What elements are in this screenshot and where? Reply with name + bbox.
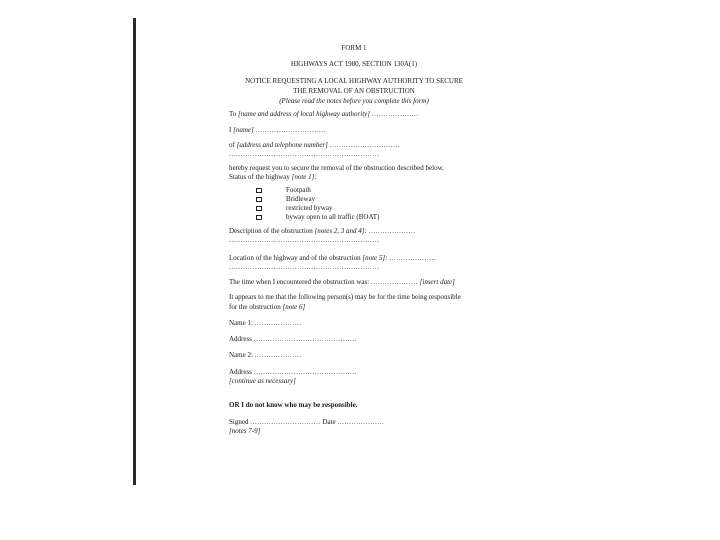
restricted-byway-checkbox[interactable] [256, 206, 262, 211]
name-1-label: Name 1: [229, 319, 253, 327]
bridleway-checkbox[interactable] [256, 197, 262, 202]
name-1-field [229, 320, 302, 327]
i-name-field [229, 127, 326, 134]
form-title-line-2: THE REMOVAL OF AN OBSTRUCTION [293, 87, 415, 95]
address-2-field [229, 369, 357, 376]
status-note: [note 1]: [291, 173, 317, 181]
form-instruction: (Please read the notes before you complete this form) [279, 97, 429, 105]
to-field [229, 111, 419, 118]
of-leader: .............................. [329, 141, 401, 149]
signed-field [229, 419, 384, 426]
name-2-label: Name 2: [229, 351, 253, 359]
responsible-line-1: It appears to me that the following person(s) may be for the time being responsible [229, 293, 461, 301]
address-2-label: Address [229, 368, 252, 376]
to-hint: [name and address of local highway authority] [238, 110, 371, 118]
footpath-label: Footpath [286, 186, 311, 194]
time-field [229, 279, 455, 286]
location-note: [note 5]: [362, 254, 388, 262]
address-2-leader: ............................................ [253, 368, 358, 376]
form-label: FORM 1 [341, 44, 367, 52]
location-field [229, 255, 436, 262]
signed-leader: .............................. [250, 418, 321, 426]
time-note: [insert date] [419, 278, 455, 286]
or-unknown-line: OR I do not know who may be responsible. [229, 401, 358, 409]
name-2-leader: .................... [254, 351, 302, 359]
form-title-line-1: NOTICE REQUESTING A LOCAL HIGHWAY AUTHORITY TO SECURE [245, 77, 463, 85]
address-1-field [229, 336, 357, 343]
restricted-byway-label: restricted byway [286, 204, 333, 212]
i-leader: .............................. [255, 126, 326, 134]
time-leader: .................... [370, 278, 418, 286]
description-leader: .................... [368, 227, 416, 235]
time-label: The time when I encountered the obstruction was: [229, 278, 370, 286]
description-label: Description of the obstruction [229, 227, 313, 235]
bridleway-label: Bridleway [286, 195, 316, 203]
status-line [229, 174, 317, 181]
location-leader: .................... [389, 254, 437, 262]
description-note: [notes 2, 3 and 4]: [314, 227, 367, 235]
act-reference: HIGHWAYS ACT 1980, SECTION 130A(1) [290, 60, 418, 68]
to-leader: .................... [371, 110, 419, 118]
i-label: I [229, 126, 232, 134]
location-label: Location of the highway and of the obstruction [229, 254, 361, 262]
description-field [229, 228, 416, 235]
name-1-leader: .................... [254, 319, 302, 327]
address-1-leader: ............................................ [253, 335, 358, 343]
name-2-field [229, 352, 302, 359]
to-label: To [229, 110, 237, 118]
signed-label: Signed [229, 418, 249, 426]
of-continuation-leader: ................................................................ [229, 150, 380, 158]
address-1-label: Address [229, 335, 252, 343]
boat-checkbox[interactable] [256, 215, 262, 220]
hereby-request-line: hereby request you to secure the removal of the obstruction described below. [229, 164, 444, 172]
status-label: Status of the highway [229, 173, 290, 181]
continue-note: [continue as necessary] [229, 377, 296, 385]
description-continuation-leader: ................................................................ [229, 236, 380, 244]
responsible-label: for the obstruction [229, 303, 281, 311]
date-label: Date [322, 418, 336, 426]
signed-notes-reference: [notes 7-9] [229, 427, 261, 435]
i-hint: [name] [233, 126, 254, 134]
responsible-note: [note 6] [282, 303, 306, 311]
responsible-line-2 [229, 304, 305, 311]
of-address-field [229, 142, 400, 149]
boat-label: byway open to all traffic (BOAT) [286, 213, 380, 221]
location-continuation-leader: ................................................................ [229, 263, 380, 271]
footpath-checkbox[interactable] [256, 188, 262, 193]
of-hint: [address and telephone number] [236, 141, 328, 149]
of-label: of [229, 141, 235, 149]
date-leader: .................... [337, 418, 385, 426]
